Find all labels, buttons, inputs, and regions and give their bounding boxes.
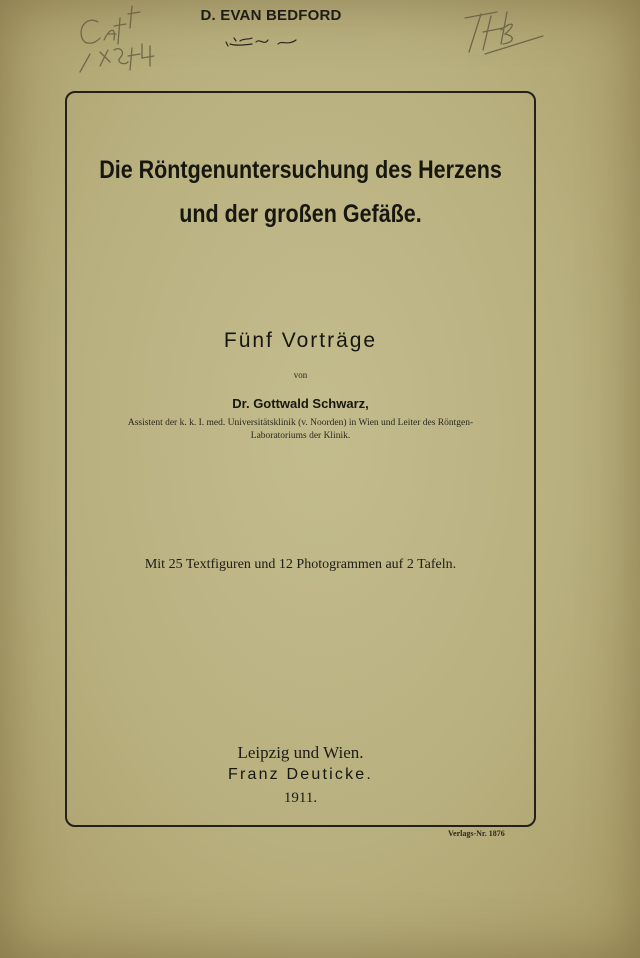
imprint-place: Leipzig und Wien. — [237, 743, 364, 762]
by-label: von — [293, 370, 308, 380]
affiliation-line-1: Assistent der k. k. I. med. Universitätsklinik (v. Noorden) in Wien und Leiter des Röntgen- — [127, 418, 474, 428]
affiliation-line-2: Laboratoriums der Klinik. — [250, 431, 351, 441]
imprint-year: 1911. — [283, 790, 318, 806]
author-name: Dr. Gottwald Schwarz, — [232, 396, 369, 411]
figures-note: Mit 25 Textfiguren und 12 Photogrammen auf 2 Tafeln. — [144, 557, 457, 572]
author-affiliation — [85, 417, 516, 443]
pencil-annotation-left — [70, 4, 180, 94]
owner-stamp: D. EVAN BEDFORD — [200, 7, 342, 24]
book-subtitle: Fünf Vorträge — [223, 329, 378, 352]
imprint-publisher: Franz Deuticke. — [227, 766, 374, 783]
pencil-annotation-right — [455, 2, 555, 72]
book-title-line-1: Die Röntgenuntersuchung des Herzens — [99, 156, 502, 184]
ink-scribble — [222, 32, 302, 50]
book-title-line-2: und der großen Gefäße. — [179, 200, 422, 228]
publisher-number: Verlags-Nr. 1876 — [448, 829, 505, 838]
